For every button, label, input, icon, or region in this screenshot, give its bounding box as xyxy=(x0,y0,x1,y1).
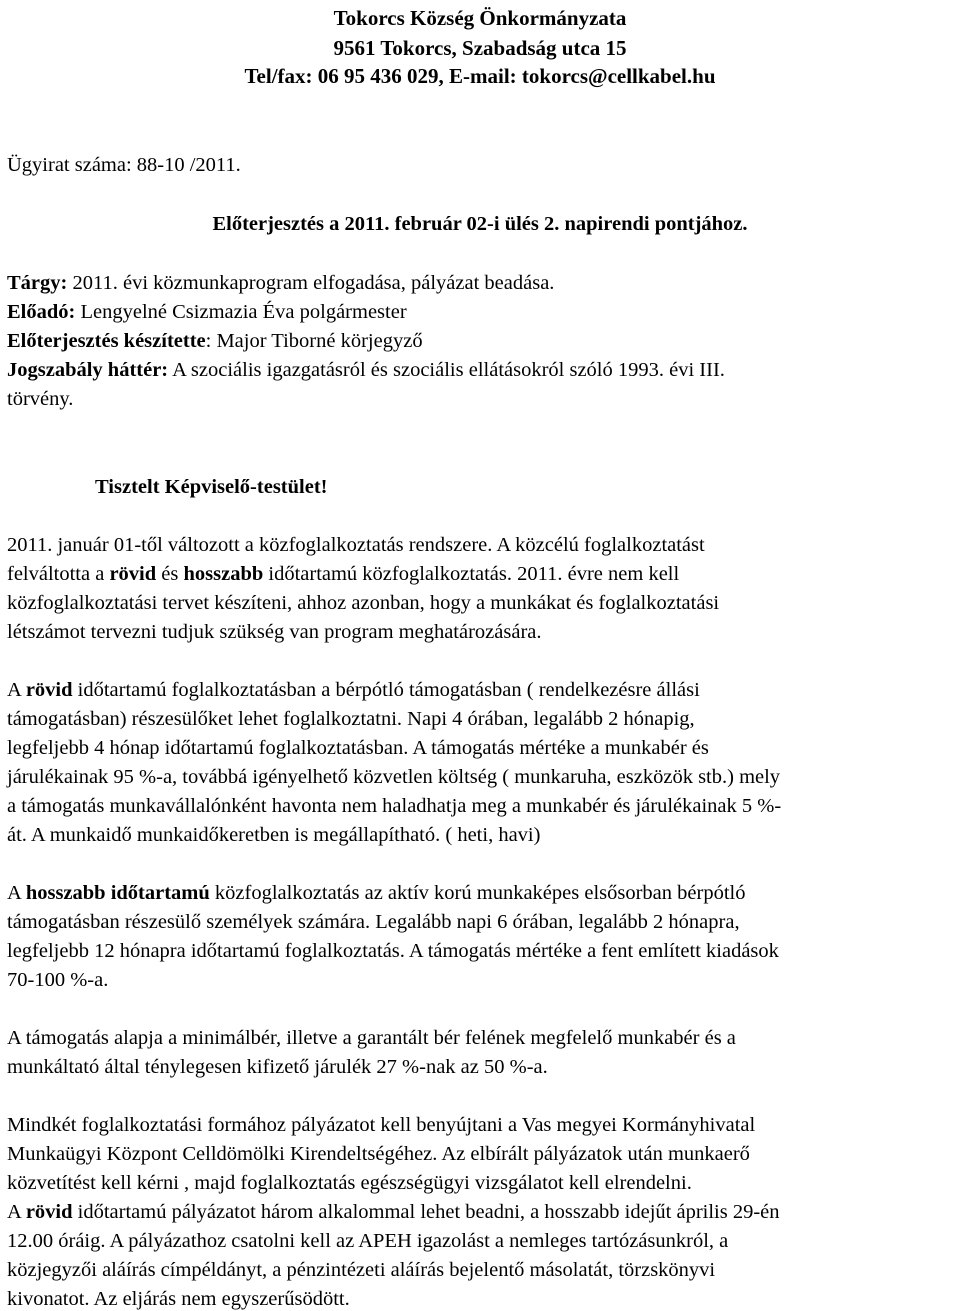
prepared-label: Előterjesztés készítette xyxy=(7,330,206,352)
legal-text: A szociális igazgatásról és szociális ellátásokról szóló 1993. évi III. xyxy=(168,359,725,381)
p5-text: A xyxy=(7,1201,26,1223)
presenter-label: Előadó: xyxy=(7,301,76,323)
p1-text: és xyxy=(156,563,184,585)
p5-text: időtartamú pályázatot három alkalommal lehet beadni, a hosszabb idejűt április 29-én xyxy=(72,1201,780,1223)
p1-line-2 xyxy=(7,562,679,586)
p4-line-1: A támogatás alapja a minimálbér, illetve a garantált bér felének megfelelő munkabér és a xyxy=(7,1027,736,1049)
p2-bold-short: rövid xyxy=(25,679,73,701)
p1-line-3: közfoglalkoztatási tervet készíteni, ahhoz azonban, hogy a munkákat és foglalkoztatási xyxy=(7,592,720,614)
legal-line-2: törvény. xyxy=(7,388,74,410)
p2-text: időtartamú foglalkoztatásban a bérpótló támogatásban ( rendelkezésre állási xyxy=(72,679,700,701)
p2-text: A xyxy=(7,679,26,701)
p1-bold-long: hosszabb xyxy=(183,563,264,585)
p1-bold-short: rövid xyxy=(109,563,157,585)
subject-line xyxy=(7,271,554,295)
p5-line-7: kivonatot. Az eljárás nem egyszerűsödött. xyxy=(7,1288,350,1310)
subject-label: Tárgy: xyxy=(7,272,68,294)
p1-line-4: létszámot tervezni tudjuk szükség van program meghatározására. xyxy=(7,621,542,643)
header-address: 9561 Tokorcs, Szabadság utca 15 xyxy=(333,36,627,60)
p3-text: A xyxy=(7,882,26,904)
subject-text: 2011. évi közmunkaprogram elfogadása, pályázat beadása. xyxy=(67,272,555,294)
legal-line xyxy=(7,358,725,382)
p3-line-3: legfeljebb 12 hónapra időtartamú foglalkoztatás. A támogatás mértéke a fent említett kiadások xyxy=(7,940,779,962)
p2-line-2: támogatásban) részesülőket lehet foglalkoztatni. Napi 4 órában, legalább 2 hónapig, xyxy=(7,708,695,730)
p3-bold-long: hosszabb időtartamú xyxy=(25,882,210,904)
p2-line-5: a támogatás munkavállalónként havonta nem haladhatja meg a munkabér és járulékainak 5 %- xyxy=(7,795,782,817)
p5-line-4 xyxy=(7,1200,780,1224)
p2-line-3: legfeljebb 4 hónap időtartamú foglalkoztatásban. A támogatás mértéke a munkabér és xyxy=(7,737,709,759)
p4-line-2: munkáltató által ténylegesen kifizető járulék 27 %-nak az 50 %-a. xyxy=(7,1056,548,1078)
p5-line-5: 12.00 óráig. A pályázathoz csatolni kell az APEH igazolást a nemleges tartózásunkról, a xyxy=(7,1230,729,1252)
prepared-text: : Major Tiborné körjegyző xyxy=(205,330,423,352)
p1-text: felváltotta a xyxy=(7,563,110,585)
p5-line-2: Munkaügyi Központ Celldömölki Kirendeltségéhez. Az elbírált pályázatok után munkaerő xyxy=(7,1143,750,1165)
p3-line-2: támogatásban részesülő személyek számára. Legalább napi 6 órában, legalább 2 hónapra, xyxy=(7,911,740,933)
p5-line-3: közvetítést kell kérni , majd foglalkoztatás egészségügyi vizsgálatot kell elrendelni. xyxy=(7,1172,692,1194)
presenter-text: Lengyelné Csizmazia Éva polgármester xyxy=(75,301,407,323)
p5-bold-short: rövid xyxy=(25,1201,73,1223)
p2-line-1 xyxy=(7,678,700,702)
salutation: Tisztelt Képviselő-testület! xyxy=(95,476,328,498)
p2-line-6: át. A munkaidő munkaidőkeretben is megállapítható. ( heti, havi) xyxy=(7,824,541,846)
p5-line-6: közjegyzői aláírás címpéldányt, a pénzintézeti aláírás bejelentő másolatát, törzskönyvi xyxy=(7,1259,716,1281)
proposal-title: Előterjesztés a 2011. február 02-i ülés 2. napirendi pontjához. xyxy=(212,213,748,235)
header-contact: Tel/fax: 06 95 436 029, E-mail: tokorcs@cellkabel.hu xyxy=(244,64,716,88)
header-org: Tokorcs Község Önkormányzata xyxy=(333,6,627,30)
prepared-line xyxy=(7,329,423,353)
p5-line-1: Mindkét foglalkoztatási formához pályázatot kell benyújtani a Vas megyei Kormányhivatal xyxy=(7,1114,756,1136)
presenter-line xyxy=(7,300,407,324)
p3-text: közfoglalkoztatás az aktív korú munkaképes elsősorban bérpótló xyxy=(209,882,746,904)
case-number: Ügyirat száma: 88-10 /2011. xyxy=(7,154,241,176)
p1-text: időtartamú közfoglalkoztatás. 2011. évre nem kell xyxy=(263,563,680,585)
p3-line-4: 70-100 %-a. xyxy=(7,969,109,991)
p3-line-1 xyxy=(7,881,745,905)
legal-label: Jogszabály háttér: xyxy=(7,359,169,381)
p2-line-4: járulékainak 95 %-a, továbbá igényelhető közvetlen költség ( munkaruha, eszközök stb.) mely xyxy=(7,766,781,788)
p1-line-1: 2011. január 01-től változott a közfoglalkoztatás rendszere. A közcélú foglalkoztatást xyxy=(7,534,705,556)
